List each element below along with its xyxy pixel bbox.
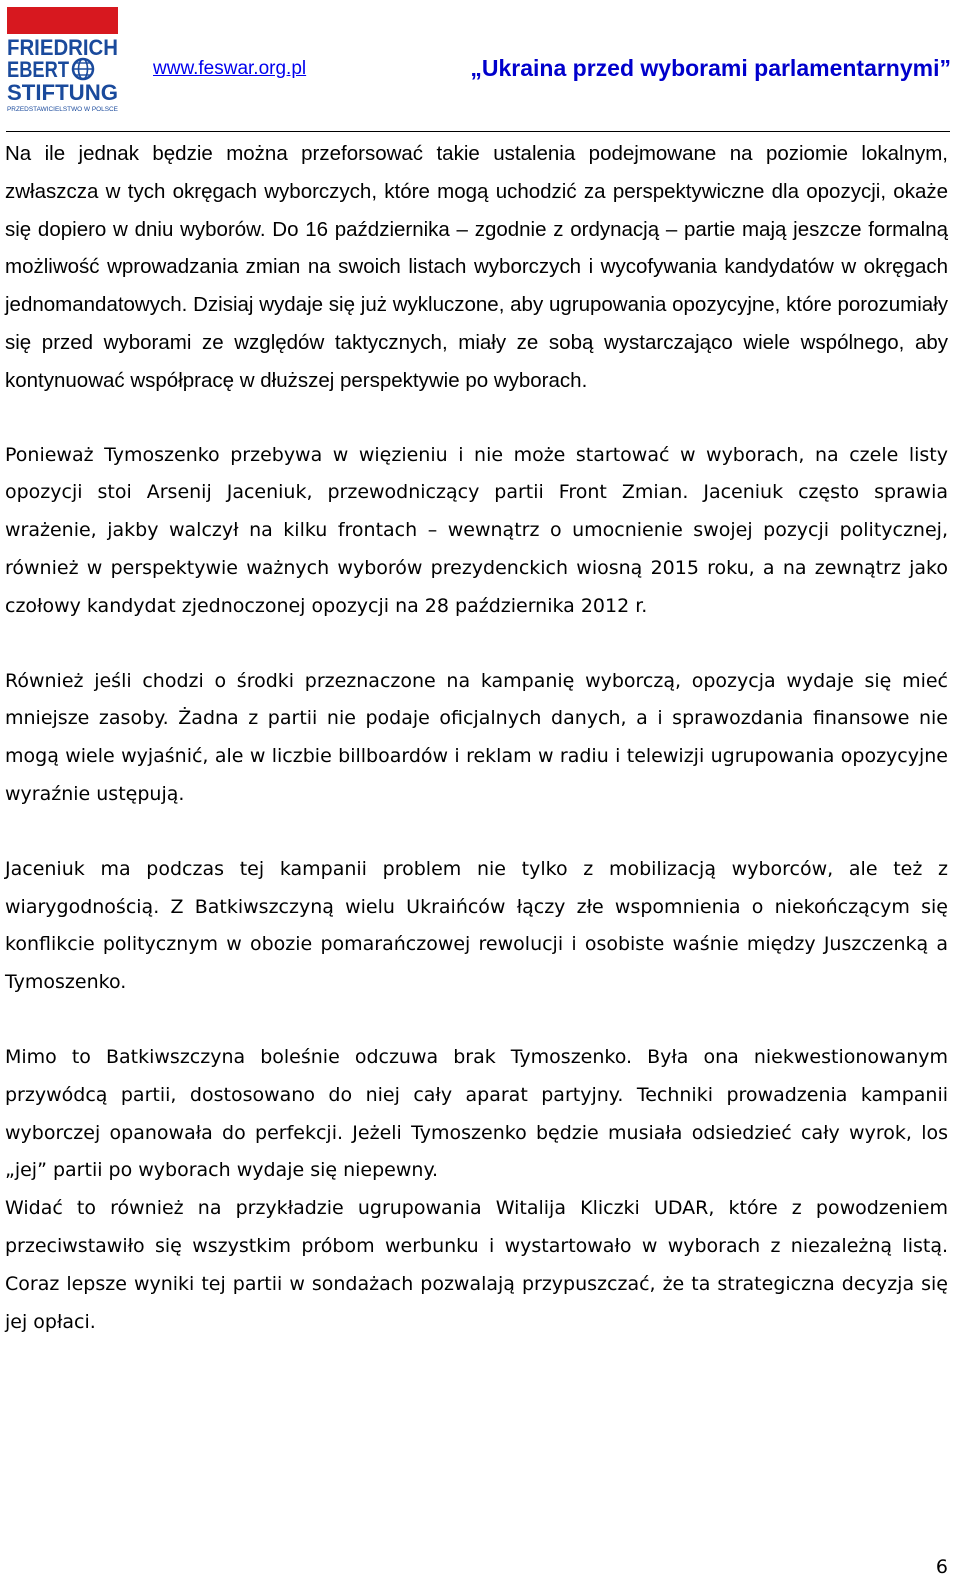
logo-red-bar	[7, 7, 118, 34]
website-link[interactable]: www.feswar.org.pl	[153, 58, 307, 79]
logo-line2: EBERT	[7, 57, 70, 82]
paragraph-1: Na ile jednak będzie można przeforsować takie ustalenia podejmowane na poziomie lokalnym, zwłaszcza w tych okręgach wyborczych, które mogą uchodzić za perspektywiczne dla opozycji, okaże się dopiero w dniu wyborów. Do 16 października – zgodnie z ordynacją – partie mają jeszcze formalną możliwość wprowadzania zmian na swoich listach wyborczych i wycofywania kandydatów w okręgach jednomandatowych. Dzisiaj wydaje się już wykluczone, aby ugrupowania opozycyjne, które porozumiały się przed wyborami ze względów taktycznych, miały ze sobą wystarczająco wiele wspólnego, aby kontynuować współpracę w dłuższej perspektywie po wyborach.	[5, 142, 948, 392]
page-number: 6	[935, 1556, 948, 1578]
logo-subtitle: PRZEDSTAWICIELSTWO W POLSCE	[7, 106, 119, 113]
document-body	[5, 135, 948, 1341]
fes-logo	[7, 7, 121, 115]
paragraph-2: Ponieważ Tymoszenko przebywa w więzieniu i nie może startować w wyborach, na czele listy opozycji stoi Arsenij Jaceniuk, przewodniczący partii Front Zmian. Jaceniuk często sprawia wrażenie, jakby walczył na kilku frontach – wewnątrz o umocnienie swojej pozycji politycznej, również w perspektywie ważnych wyborów prezydenckich wiosną 2015 roku, a na zewnątrz jako czołowy kandydat zjednoczonej opozycji na 28 października 2012 r.	[5, 443, 948, 617]
document-title: „Ukraina przed wyborami parlamentarnymi”	[470, 55, 951, 81]
logo-line1: FRIEDRICH	[7, 35, 118, 60]
paragraph-5: Mimo to Batkiwszczyna boleśnie odczuwa brak Tymoszenko. Była ona niekwestionowanym przywódcą partii, dostosowano do niej cały aparat partyjny. Techniki prowadzenia kampanii wyborczej opanowała do perfekcji. Jeżeli Tymoszenko będzie musiała odsiedzieć cały wyrok, los „jej” partii po wyborach wydaje się niepewny.	[5, 1045, 948, 1182]
paragraph-3: Również jeśli chodzi o środki przeznaczone na kampanię wyborczą, opozycja wydaje się mieć mniejsze zasoby. Żadna z partii nie podaje oficjalnych danych, a i sprawozdania finansowe nie mogą wiele wyjaśnić, ale w liczbie billboardów i reklam w radiu i telewizji ugrupowania opozycyjne wyraźnie ustępują.	[5, 669, 948, 805]
paragraph-6: Widać to również na przykładzie ugrupowania Witalija Kliczki UDAR, które z powodzeniem przeciwstawiło się wszystkim próbom werbunku i wystartowało w wyborach z niezależną listą. Coraz lepsze wyniki tej partii w sondażach pozwalają przypuszczać, że ta strategiczna decyzja się jej opłaci.	[5, 1197, 948, 1333]
paragraph-4: Jaceniuk ma podczas tej kampanii problem nie tylko z mobilizacją wyborców, ale też z wiarygodnością. Z Batkiwszczyną wielu Ukraińców łączy złe wspomnienia o niekończącym się konflikcie politycznym w obozie pomarańczowej rewolucji i osobiste waśnie między Juszczenką a Tymoszenko.	[5, 857, 948, 994]
logo-line3: STIFTUNG	[7, 80, 118, 105]
fes-logo-graphic	[7, 7, 121, 115]
globe-icon	[73, 59, 93, 79]
header-divider	[6, 131, 950, 132]
